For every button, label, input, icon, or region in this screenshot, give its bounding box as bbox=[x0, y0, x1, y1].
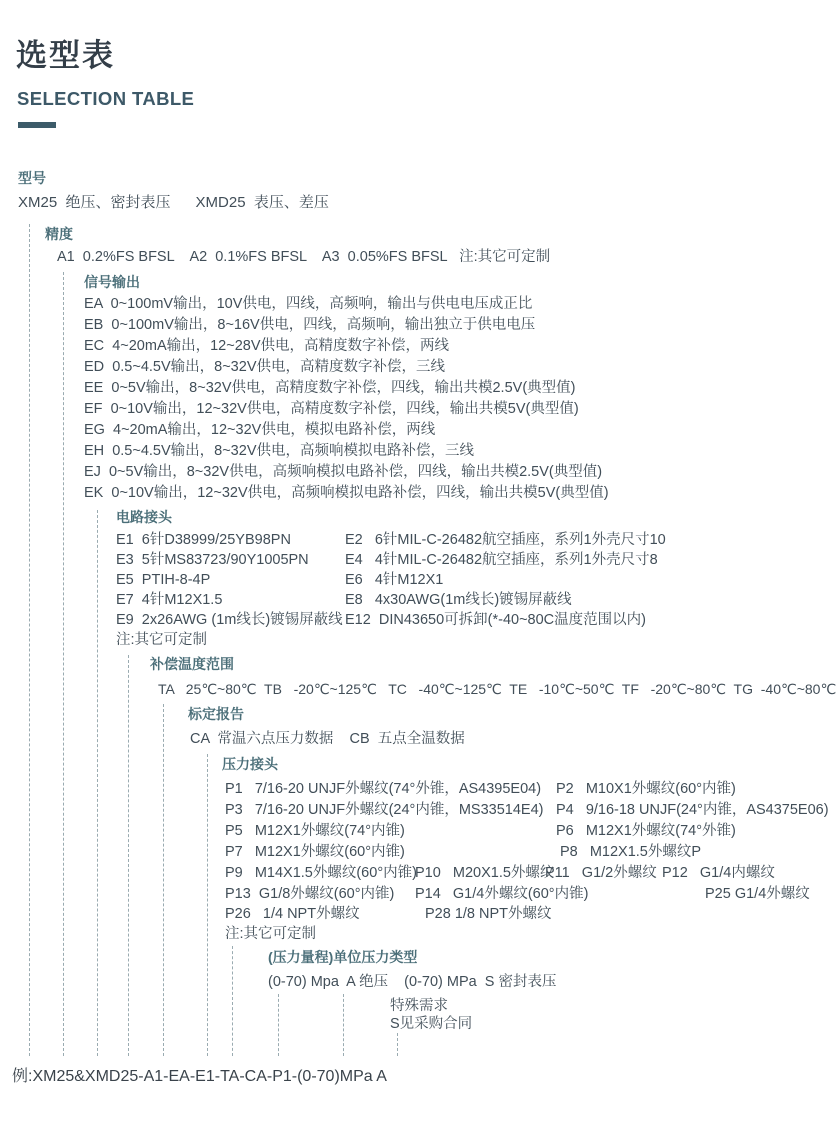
signal-option-row: EB 0~100mV输出，8~16V供电，四线，高频响，输出独立于供电电压 bbox=[84, 317, 536, 333]
circuit-option: E3 5针MS83723/90Y1005PN bbox=[116, 552, 309, 568]
pressure-option: P3 7/16-20 UNJF外螺纹(24°内锥，MS33514E4) bbox=[225, 802, 544, 818]
pressure-option: P12 G1/4内螺纹 bbox=[662, 865, 775, 881]
tree-line bbox=[232, 946, 233, 1056]
pressure-option: P25 G1/4外螺纹 bbox=[705, 886, 810, 902]
signal-option-row: EH 0.5~4.5V输出，8~32V供电，高频响模拟电路补偿，三线 bbox=[84, 443, 474, 459]
pressure-option: P7 M12X1外螺纹(60°内锥) bbox=[225, 844, 405, 860]
model-label: 型号 bbox=[18, 170, 46, 186]
special-requirement-label: 特殊需求 bbox=[390, 998, 448, 1014]
calibration-options-row: CA 常温六点压力数据 CB 五点全温数据 bbox=[190, 731, 465, 747]
pressure-option: P11 G1/2外螺纹 bbox=[545, 865, 657, 881]
circuit-option: E5 PTIH-8-4P bbox=[116, 572, 211, 588]
circuit-option: E9 2x26AWG (1m线长)镀锡屏蔽线 bbox=[116, 612, 343, 628]
tree-line bbox=[63, 272, 64, 1056]
accuracy-options-row: A1 0.2%FS BFSL A2 0.1%FS BFSL A3 0.05%FS BFSL 注:其它可定制 bbox=[57, 249, 551, 265]
pressure-option: P4 9/16-18 UNJF(24°内锥，AS4375E06) bbox=[556, 802, 829, 818]
tree-line bbox=[128, 655, 129, 1056]
tree-line bbox=[163, 704, 164, 1056]
pressure-option: P1 7/16-20 UNJF外螺纹(74°外锥，AS4395E04) bbox=[225, 781, 542, 797]
pressure-option: P5 M12X1外螺纹(74°内锥) bbox=[225, 823, 405, 839]
circuit-option: E2 6针MIL-C-26482航空插座，系列1外壳尺寸10 bbox=[345, 532, 666, 548]
signal-option-row: ED 0.5~4.5V输出，8~32V供电，高精度数字补偿，三线 bbox=[84, 359, 445, 375]
temp-options-row: TA 25℃~80℃ TB -20℃~125℃ TC -40℃~125℃ TE -10℃~50℃ TF -20℃~80℃ TG -40℃~80℃ bbox=[158, 681, 837, 697]
signal-option-row: EK 0~10V输出，12~32V供电，高频响模拟电路补偿，四线，输出共模5V(典型值) bbox=[84, 485, 609, 501]
range-options-row: (0-70) Mpa A 绝压 (0-70) MPa S 密封表压 bbox=[268, 974, 557, 990]
pressure-option: P9 M14X1.5外螺纹(60°内锥) bbox=[225, 865, 417, 881]
pressure-option: P26 1/4 NPT外螺纹 bbox=[225, 906, 360, 922]
pressure-heading: 压力接头 bbox=[222, 756, 278, 772]
pressure-option: P8 M12X1.5外螺纹P bbox=[560, 844, 702, 860]
range-heading: (压力量程)单位压力类型 bbox=[268, 949, 418, 965]
circuit-option: E1 6针D38999/25YB98PN bbox=[116, 532, 291, 548]
circuit-heading: 电路接头 bbox=[116, 509, 172, 525]
signal-option-row: EA 0~100mV输出，10V供电，四线，高频响，输出与供电电压成正比 bbox=[84, 296, 533, 312]
tree-line bbox=[207, 754, 208, 1056]
example-code-line: 例:XM25&XMD25-A1-EA-E1-TA-CA-P1-(0-70)MPa A bbox=[12, 1068, 387, 1085]
page-subtitle: SELECTION TABLE bbox=[17, 88, 195, 109]
signal-option-row: EG 4~20mA输出，12~32V供电，模拟电路补偿，两线 bbox=[84, 422, 436, 438]
temp-heading: 补偿温度范围 bbox=[150, 656, 234, 672]
tree-line bbox=[343, 994, 344, 1056]
pressure-option: P2 M10X1外螺纹(60°内锥) bbox=[556, 781, 736, 797]
pressure-option: P14 G1/4外螺纹(60°内锥) bbox=[415, 886, 589, 902]
circuit-option: E8 4x30AWG(1m线长)镀锡屏蔽线 bbox=[345, 592, 572, 608]
pressure-note: 注:其它可定制 bbox=[225, 926, 317, 942]
circuit-option: E12 DIN43650可拆卸(*-40~80C温度范围以内) bbox=[345, 612, 646, 628]
signal-heading: 信号输出 bbox=[84, 274, 140, 290]
pressure-option: P13 G1/8外螺纹(60°内锥) bbox=[225, 886, 395, 902]
circuit-option: E4 4针MIL-C-26482航空插座，系列1外壳尺寸8 bbox=[345, 552, 658, 568]
pressure-option: P28 1/8 NPT外螺纹 bbox=[425, 906, 552, 922]
pressure-option: P10 M20X1.5外螺纹 bbox=[415, 865, 555, 881]
title-accent-bar bbox=[18, 122, 56, 128]
calibration-heading: 标定报告 bbox=[188, 706, 244, 722]
signal-option-row: EE 0~5V输出，8~32V供电，高精度数字补偿，四线，输出共模2.5V(典型值) bbox=[84, 380, 576, 396]
special-requirement-note: S见采购合同 bbox=[390, 1016, 473, 1032]
circuit-note: 注:其它可定制 bbox=[116, 632, 208, 648]
circuit-option: E6 4针M12X1 bbox=[345, 572, 444, 588]
signal-option-row: EJ 0~5V输出，8~32V供电，高频响模拟电路补偿，四线，输出共模2.5V(典型值) bbox=[84, 464, 603, 480]
page-title: 选型表 bbox=[16, 38, 115, 73]
tree-line bbox=[278, 994, 279, 1056]
model-row: XM25 绝压、密封表压 XMD25 表压、差压 bbox=[18, 194, 329, 211]
tree-line bbox=[97, 510, 98, 1056]
tree-line bbox=[29, 224, 30, 1056]
pressure-option: P6 M12X1外螺纹(74°外锥) bbox=[556, 823, 736, 839]
circuit-option: E7 4针M12X1.5 bbox=[116, 592, 223, 608]
accuracy-heading: 精度 bbox=[45, 226, 73, 242]
signal-option-row: EC 4~20mA输出，12~28V供电，高精度数字补偿，两线 bbox=[84, 338, 450, 354]
signal-option-row: EF 0~10V输出，12~32V供电，高精度数字补偿，四线，输出共模5V(典型值) bbox=[84, 401, 579, 417]
tree-line bbox=[397, 1033, 398, 1056]
